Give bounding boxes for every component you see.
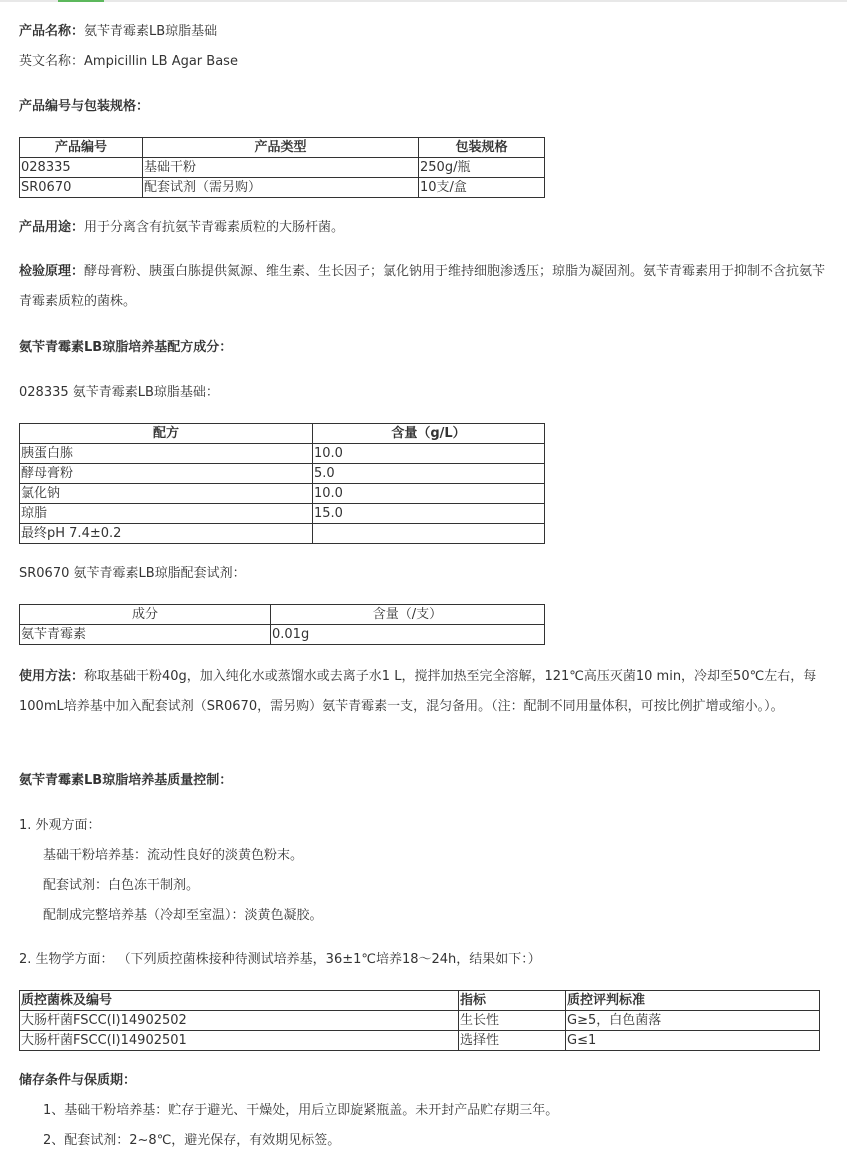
table-cell: G≥5，白色菌落 (566, 1011, 820, 1031)
storage-item: 2、配套试剂：2~8℃，避光保存，有效期见标签。 (43, 1133, 341, 1148)
table-cell: 氨苄青霉素 (20, 625, 271, 645)
table-cell: 选择性 (459, 1031, 566, 1051)
table-cell: 酵母膏粉 (20, 464, 313, 484)
principle-value: 酵母膏粉、胰蛋白胨提供氮源、维生素、生长因子；氯化钠用于维持细胞渗透压；琼脂为凝固剂。氨苄青霉素用于抑制不含抗氨苄青霉素质粒的菌株。 (19, 264, 826, 309)
table-cell: 基础干粉 (143, 158, 419, 178)
usage-label: 产品用途： (19, 220, 85, 235)
formula-heading: 氨苄青霉素LB琼脂培养基配方成分： (19, 340, 233, 355)
table-row (20, 1011, 820, 1031)
product-name-line (19, 23, 217, 41)
table-row (20, 1031, 820, 1051)
reagent-table (19, 604, 545, 645)
table-header: 包装规格 (419, 138, 545, 158)
method-label: 使用方法： (19, 669, 85, 684)
table-header-row (20, 991, 820, 1011)
table-header-row (20, 138, 545, 158)
table-header: 产品类型 (143, 138, 419, 158)
table-row (20, 504, 545, 524)
table-cell: 15.0 (313, 504, 545, 524)
table-row (20, 158, 545, 178)
table-cell: 配套试剂（需另购） (143, 178, 419, 198)
table-header: 质控评判标准 (566, 991, 820, 1011)
table-cell: 氯化钠 (20, 484, 313, 504)
top-border (0, 0, 847, 2)
table-cell: G≤1 (566, 1031, 820, 1051)
table-header: 含量（/支） (271, 605, 545, 625)
biology-title: 2. 生物学方面： （下列质控菌株接种待测试培养基，36±1℃培养18～24h，结果如下：） (19, 952, 541, 967)
table-cell: 生长性 (459, 1011, 566, 1031)
table-cell: 10.0 (313, 484, 545, 504)
table-header: 成分 (20, 605, 271, 625)
appearance-item: 配制成完整培养基（冷却至室温）：淡黄色凝胶。 (43, 908, 323, 923)
table-header-row (20, 424, 545, 444)
table-row (20, 444, 545, 464)
table-row (20, 524, 545, 544)
spec-heading: 产品编号与包装规格： (19, 99, 150, 114)
table-cell: 最终pH 7.4±0.2 (20, 524, 313, 544)
qc-table (19, 990, 820, 1051)
table-row (20, 464, 545, 484)
table-cell: 250g/瓶 (419, 158, 545, 178)
qc-heading: 氨苄青霉素LB琼脂培养基质量控制： (19, 773, 233, 788)
table-header: 含量（g/L） (313, 424, 545, 444)
table-row (20, 484, 545, 504)
appearance-title: 1. 外观方面： (19, 818, 101, 833)
product-name-label: 产品名称： (19, 24, 85, 39)
reagent-caption: SR0670 氨苄青霉素LB琼脂配套试剂： (19, 566, 246, 581)
appearance-item: 基础干粉培养基：流动性良好的淡黄色粉末。 (43, 848, 304, 863)
active-tab-indicator (58, 0, 104, 2)
table-cell: 大肠杆菌FSCC(I)14902501 (20, 1031, 459, 1051)
english-name-line (19, 53, 238, 71)
method-value: 称取基础干粉40g，加入纯化水或蒸馏水或去离子水1 L，搅拌加热至完全溶解，121℃高压灭菌10 min，冷却至50℃左右，每100mL培养基中加入配套试剂（SR0670，需另购）氨苄青霉素一支，混匀备用。（注：配制不同用量体积，可按比例扩增或缩小。）。 (19, 669, 817, 714)
table-row (20, 625, 545, 645)
table-header: 质控菌株及编号 (20, 991, 459, 1011)
usage-value: 用于分离含有抗氨苄青霉素质粒的大肠杆菌。 (84, 220, 345, 235)
usage-line (19, 219, 344, 237)
table-cell: 0.01g (271, 625, 545, 645)
product-name-value: 氨苄青霉素LB琼脂基础 (84, 24, 218, 39)
table-cell: 胰蛋白胨 (20, 444, 313, 464)
method-paragraph (19, 662, 834, 722)
storage-heading: 储存条件与保质期： (19, 1073, 137, 1088)
storage-item: 1、基础干粉培养基：贮存于避光、干燥处，用后立即旋紧瓶盖。未开封产品贮存期三年。 (43, 1103, 559, 1118)
table-cell (313, 524, 545, 544)
principle-label: 检验原理： (19, 264, 85, 279)
base-caption: 028335 氨苄青霉素LB琼脂基础： (19, 385, 219, 400)
table-cell: SR0670 (20, 178, 143, 198)
table-cell: 10支/盒 (419, 178, 545, 198)
spec-table (19, 137, 545, 198)
table-cell: 10.0 (313, 444, 545, 464)
table-cell: 大肠杆菌FSCC(I)14902502 (20, 1011, 459, 1031)
table-cell: 5.0 (313, 464, 545, 484)
principle-paragraph (19, 257, 834, 317)
appearance-item: 配套试剂：白色冻干制剂。 (43, 878, 200, 893)
formula-table (19, 423, 545, 544)
table-header: 产品编号 (20, 138, 143, 158)
table-header: 指标 (459, 991, 566, 1011)
english-name-label: 英文名称： (19, 54, 85, 69)
table-row (20, 178, 545, 198)
table-header: 配方 (20, 424, 313, 444)
english-name-value: Ampicillin LB Agar Base (84, 54, 238, 69)
table-cell: 028335 (20, 158, 143, 178)
table-header-row (20, 605, 545, 625)
table-cell: 琼脂 (20, 504, 313, 524)
